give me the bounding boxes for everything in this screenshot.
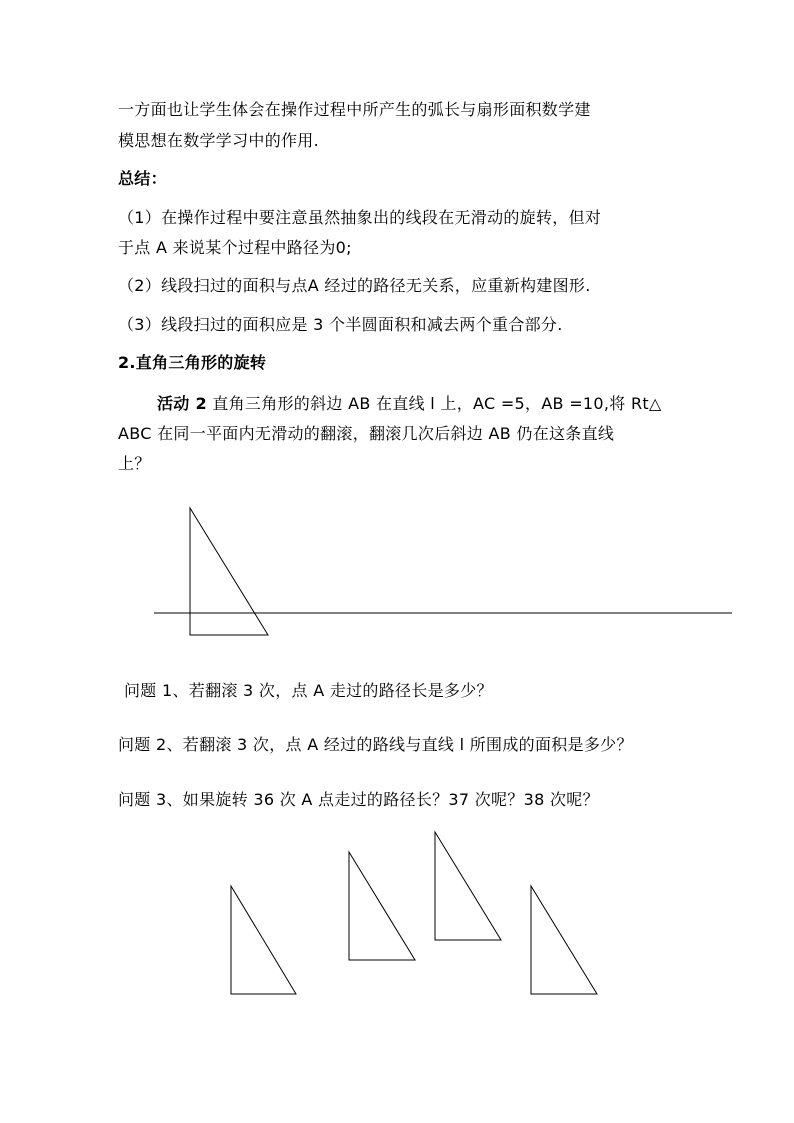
activity-line-3: 上？	[118, 454, 151, 473]
summary-item-1-line-1: （1）在操作过程中要注意虽然抽象出的线段在无滑动的旋转，但对	[118, 208, 602, 227]
summary-item-3: （3）线段扫过的面积应是 3 个半圆面积和减去两个重合部分.	[118, 315, 563, 334]
section-heading: 2.直角三角形的旋转	[118, 353, 267, 372]
question-3: 问题 3、如果旋转 36 次 A 点走过的路径长？37 次呢？38 次呢？	[118, 790, 599, 809]
triangle-1	[231, 886, 296, 994]
question-1: 问题 1、若翻滚 3 次，点 A 走过的路径长是多少？	[124, 681, 493, 700]
activity-label: 活动 2	[157, 394, 207, 413]
triangle-initial	[190, 508, 268, 635]
triangle-2	[349, 852, 415, 960]
question-2: 问题 2、若翻滚 3 次，点 A 经过的路线与直线 l 所围成的面积是多少？	[118, 735, 633, 754]
activity-line-2: ABC 在同一平面内无滑动的翻滚，翻滚几次后斜边 AB 仍在这条直线	[118, 424, 615, 443]
triangle-3	[435, 832, 501, 940]
intro-line-1: 一方面也让学生体会在操作过程中所产生的弧长与扇形面积数学建	[118, 100, 591, 119]
intro-line-2: 模思想在数学学习中的作用.	[118, 131, 319, 150]
summary-item-2: （2）线段扫过的面积与点A 经过的路径无关系，应重新构建图形.	[118, 276, 591, 295]
activity-text-1: 直角三角形的斜边 AB 在直线 l 上，AC =5，AB =10,将 Rt△	[212, 394, 662, 413]
triangle-4	[531, 886, 597, 994]
summary-heading: 总结：	[118, 169, 167, 188]
summary-item-1-line-2: 于点 A 来说某个过程中路径为0;	[118, 238, 352, 257]
